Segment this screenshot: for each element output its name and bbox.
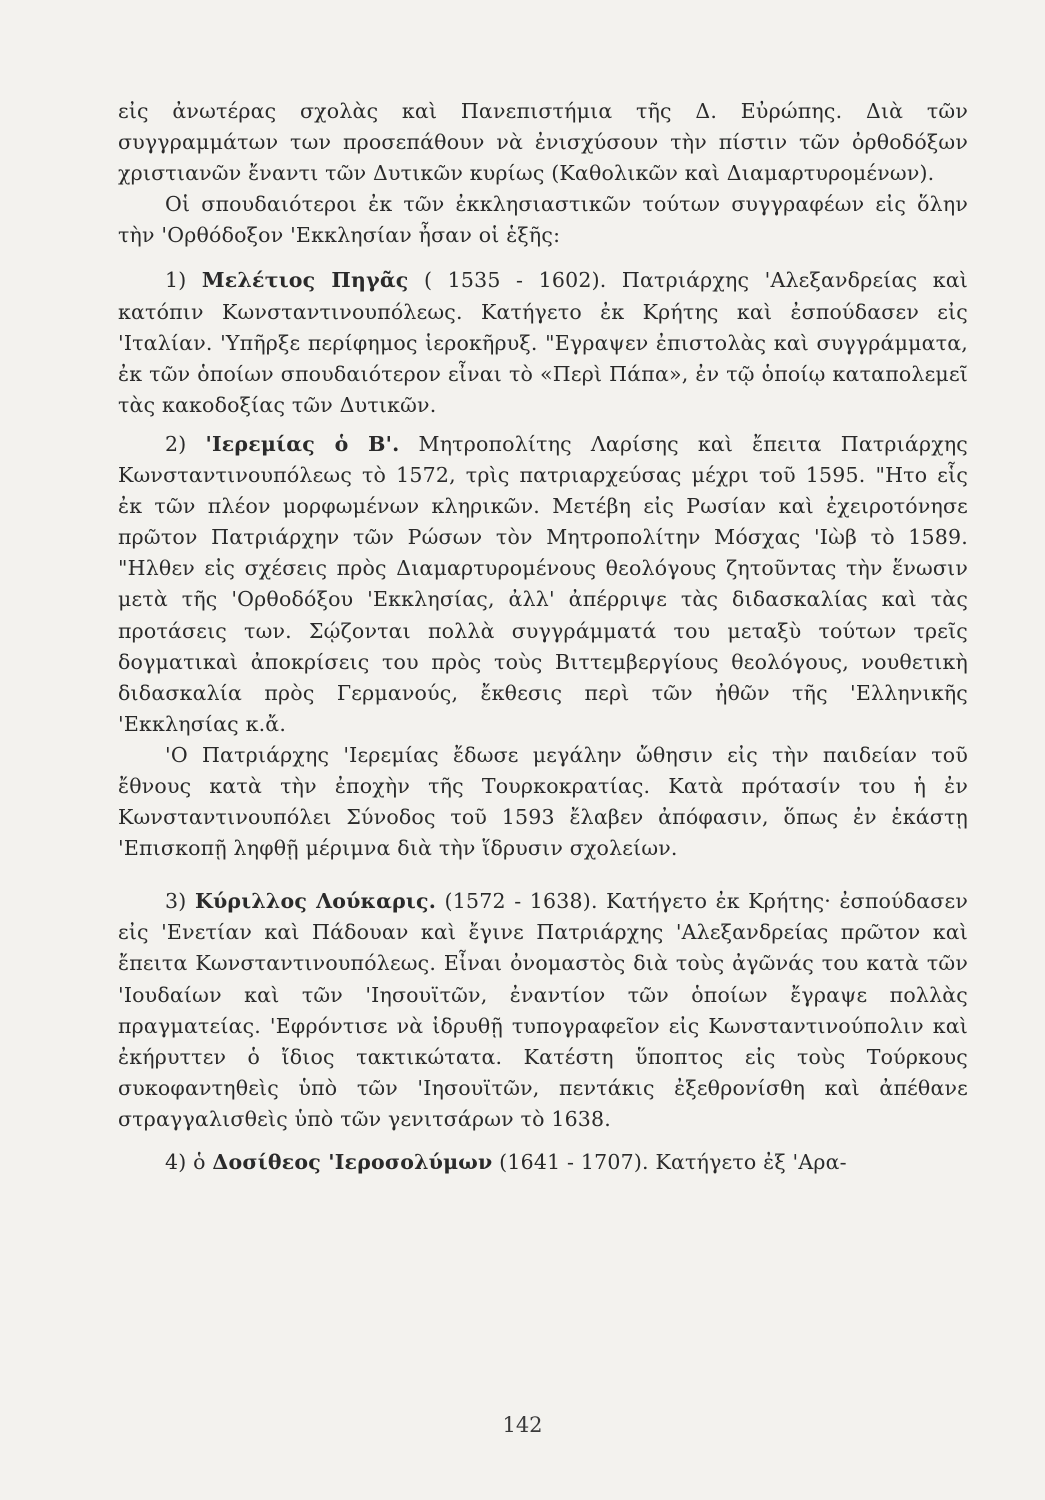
entry-ieremias [118, 429, 968, 740]
entry-name: Μελέτιος Πηγᾶς [201, 268, 409, 293]
entry-dositheos [118, 1147, 968, 1178]
entry-number: 4) ὁ [165, 1150, 206, 1174]
intro-paragraph-2: Οἱ σπουδαιότεροι ἐκ τῶν ἐκκλησιαστικῶν τούτων συγγραφέων εἰς ὅλην τὴν 'Ορθόδοξον 'Εκκλησίαν ἦσαν οἱ ἑξῆς: [118, 192, 968, 248]
entry-kyrillos [118, 886, 968, 1135]
entry-name: Δοσίθεος 'Ιεροσολύμων [212, 1150, 493, 1174]
entry-text: (1572 - 1638). Κατήγετο ἐκ Κρήτης· ἐσπούδασεν εἰς 'Ενετίαν καὶ Πάδουαν καὶ ἔγινε Πατριάρχης 'Αλεξανδρείας πρῶτον καὶ ἔπειτα Κωνσταντινουπόλεως. Εἶναι ὀνομαστὸς διὰ τοὺς ἀγῶνάς του κατὰ τῶν 'Ιουδαίων καὶ τῶν 'Ιησουϊτῶν, ἐναντίον τῶν ὁποίων ἔγραψε πολλὰς πραγματείας. 'Εφρόντισε νὰ ἱδρυθῇ τυπογραφεῖον εἰς Κωνσταντινούπολιν καὶ ἐκήρυττεν ὁ ἴδιος τακτικώτατα. Κατέστη ὕποπτος εἰς τοὺς Τούρκους συκοφαντηθεὶς ὑπὸ τῶν 'Ιησουϊτῶν, πεντάκις ἐξεθρονίσθη καὶ ἀπέθανε στραγγαλισθεὶς ὑπὸ τῶν γενιτσάρων τὸ 1638. [118, 889, 968, 1131]
entry-meletios [118, 265, 968, 420]
entry-ieremias-extra: 'Ο Πατριάρχης 'Ιερεμίας ἔδωσε μεγάλην ὤθησιν εἰς τὴν παιδείαν τοῦ ἔθνους κατὰ τὴν ἐποχὴν τῆς Τουρκοκρατίας. Κατὰ πρότασίν του ἡ ἐν Κωνσταντινουπόλει Σύνοδος τοῦ 1593 ἔλαβεν ἀπόφασιν, ὅπως ἐν ἑκάστῃ 'Επισκοπῇ ληφθῇ μέριμνα διὰ τὴν ἵδρυσιν σχολείων. [118, 742, 968, 861]
entry-number: 1) [165, 268, 187, 293]
entry-name: Κύριλλος Λούκαρις. [194, 889, 437, 914]
intro-paragraph: εἰς ἀνωτέρας σχολὰς καὶ Πανεπιστήμια τῆς Δ. Εὐρώπης. Διὰ τῶν συγγραμμάτων των προσεπάθουν νὰ ἐνισχύσουν τὴν πίστιν τῶν ὀρθοδόξων χριστιανῶν ἔναντι τῶν Δυτικῶν κυρίως (Καθολικῶν καὶ Διαμαρτυρομένων). [118, 99, 968, 186]
entry-name: 'Ιερεμίας ὁ Β'. [205, 431, 400, 456]
body-text [118, 96, 968, 1178]
entry-number: 2) [165, 431, 187, 456]
entry-text: ( 1535 - 1602). Πατριάρχης 'Αλεξανδρείας καὶ κατόπιν Κωνσταντινουπόλεως. Κατήγετο ἐκ Κρήτης καὶ ἐσπούδασεν εἰς 'Ιταλίαν. 'Υπῆρξε περίφημος ἱεροκῆρυξ. "Εγραψεν ἐπιστολὰς καὶ συγγράμματα, ἐκ τῶν ὁποίων σπουδαιότερον εἶναι τὸ «Περὶ Πάπα», ἐν τῷ ὁποίῳ καταπολεμεῖ τὰς κακοδοξίας τῶν Δυτικῶν. [118, 268, 968, 417]
entry-text: (1641 - 1707). Κατήγετο ἐξ 'Αρα- [499, 1150, 847, 1174]
entry-text: Μητροπολίτης Λαρίσης καὶ ἔπειτα Πατριάρχης Κωνσταντινουπόλεως τὸ 1572, τρὶς πατριαρχεύσας μέχρι τοῦ 1595. "Ητο εἷς ἐκ τῶν πλέον μορφωμένων κληρικῶν. Μετέβη εἰς Ρωσίαν καὶ ἐχειροτόνησε πρῶτον Πατριάρχην τῶν Ρώσων τὸν Μητροπολίτην Μόσχας 'Ιὼβ τὸ 1589. "Ηλθεν εἰς σχέσεις πρὸς Διαμαρτυρομένους θεολόγους ζητοῦντας τὴν ἕνωσιν μετὰ τῆς 'Ορθοδόξου 'Εκκλησίας, ἀλλ' ἀπέρριψε τὰς διδασκαλίας καὶ τὰς προτάσεις των. Σῴζονται πολλὰ συγγράμματά του μεταξὺ τούτων τρεῖς δογματικαὶ ἀποκρίσεις του πρὸς τοὺς Βιττεμβεργίους θεολόγους, νουθετικὴ διδασκαλία πρὸς Γερμανούς, ἔκθεσις περὶ τῶν ἠθῶν τῆς 'Ελληνικῆς 'Εκκλησίας κ.ἄ. [118, 431, 968, 736]
entry-number: 3) [165, 889, 187, 914]
page-number: 142 [502, 1413, 543, 1437]
